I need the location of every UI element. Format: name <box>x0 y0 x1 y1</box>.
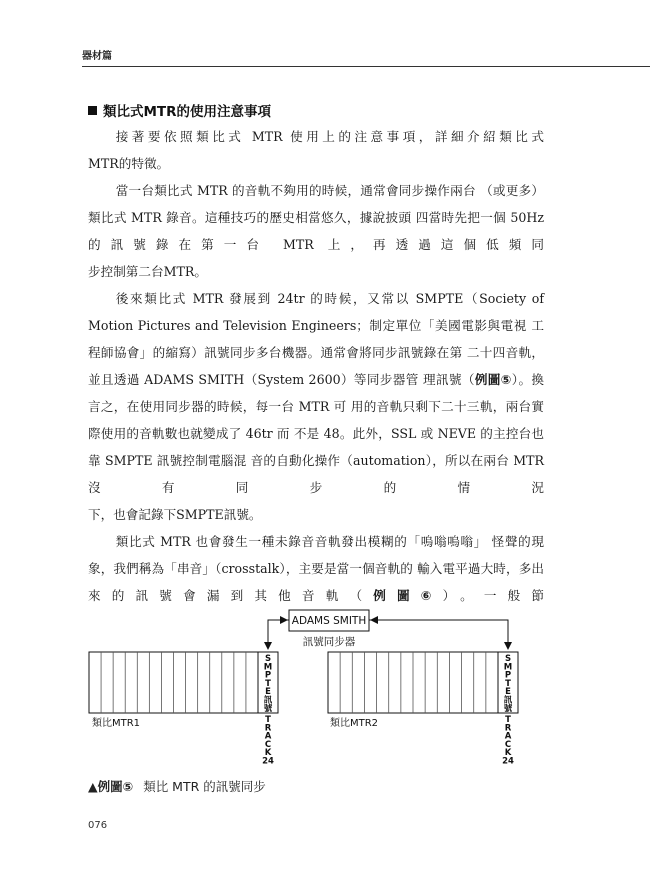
vertical-char: M <box>503 662 513 673</box>
p3-line-3: 工程師協會」的縮寫）訊號同步多台機器。通常會將同步訊號錄在第 <box>88 318 544 360</box>
p3-line-6: 用的音軌只剩下二十三軌，兩台實際使用的音軌數也就變成了 46tr 而 <box>88 399 544 441</box>
p3-line-7: 不是 48。此外，SSL 或 NEVE 的主控台也靠 SMPTE 訊號控制電腦混 <box>88 426 544 468</box>
p4-line-2: 怪聲的現象，我們稱為「串音」（crosstalk），主要是當一個音軌的 <box>88 534 544 576</box>
vertical-char: T <box>505 678 511 689</box>
vertical-char: E <box>505 687 511 698</box>
section-title-text: 類比式MTR的使用注意事項 <box>103 104 272 120</box>
sync-box-label: ADAMS SMITH <box>291 615 367 627</box>
vertical-char: C <box>264 739 272 750</box>
mtr2-track24-label <box>502 715 514 767</box>
p4-line-1: 類比式 MTR 也會發生一種未錄音音軌發出模糊的「嗚嗡嗚嗡」 <box>115 534 487 549</box>
p3-line-8: 音的自動化操作（automation），所以在兩台 MTR 沒有同步的情況 <box>88 453 544 495</box>
p3-line-5-post: ）。換言之，在使用同步器的時候，每一台 MTR 可 <box>88 372 544 414</box>
p2-last: 步控制第二台MTR。 <box>88 264 207 279</box>
mtr1-track24-label <box>262 715 274 767</box>
caption-tag: ▲例圖⑤ <box>88 779 134 794</box>
p1-last: MTR的特徵。 <box>88 156 170 171</box>
p1-line-1: 接著要依照類比式 MTR 使用上的注意事項，詳細介紹類比式 <box>115 129 544 144</box>
vertical-char: T <box>505 715 511 725</box>
vertical-char: R <box>264 723 272 734</box>
vertical-char: K <box>264 748 272 759</box>
page-number: 076 <box>88 820 108 831</box>
p2-line-2: （或更多）類比式 MTR 錄音。這種技巧的歷史相當悠久，據說披頭 <box>88 183 544 225</box>
vertical-char: A <box>504 731 512 742</box>
arrow-to-mtr1 <box>268 620 289 649</box>
vertical-char: 24 <box>502 756 514 767</box>
vertical-char: 訊 <box>503 695 513 706</box>
vertical-char: S <box>264 654 272 664</box>
vertical-char: 號 <box>503 703 513 714</box>
mtr2-label: 類比MTR2 <box>330 718 379 729</box>
vertical-char: E <box>265 687 271 698</box>
vertical-char: S <box>504 654 512 664</box>
arrow-to-sync-right <box>371 620 508 630</box>
vertical-char: T <box>265 715 271 725</box>
vertical-char: M <box>263 662 273 673</box>
mtr1-label: 類比MTR1 <box>92 718 141 729</box>
vertical-char: 號 <box>263 703 273 714</box>
p4-line-3-post: ）。一般節 <box>442 588 545 603</box>
figure-caption <box>88 777 266 795</box>
figure-ref-6[interactable]: 例圖⑥ <box>373 588 443 603</box>
p2-line-3: 四當時先把一個 50Hz 的訊號錄在第一台 MTR 上，再透過這個低頻同 <box>88 210 544 252</box>
vertical-char: C <box>504 739 512 750</box>
p3-last: 下，也會記錄下SMPTE訊號。 <box>88 507 262 522</box>
arrow-to-mtr2 <box>369 620 508 649</box>
vertical-char: P <box>264 670 272 681</box>
figure-ref-5[interactable]: 例圖⑤ <box>474 372 512 387</box>
vertical-char: R <box>504 723 512 734</box>
p3-line-4: 二十四音軌，並且透過 ADAMS SMITH（System 2600）等同步器管 <box>88 345 545 387</box>
vertical-char: 24 <box>262 756 274 767</box>
sync-label: 訊號同步器 <box>302 636 356 648</box>
p2-line-1: 當一台類比式 MTR 的音軌不夠用的時候，通常會同步操作兩台 <box>115 183 476 198</box>
vertical-char: A <box>264 731 272 742</box>
vertical-char: 訊 <box>263 695 273 706</box>
p3-line-2: Motion Pictures and Television Engineers；制定單位「美國電影與電視 <box>88 318 527 333</box>
p4-line-3-pre: 輸入電平過大時，多出來的訊號會漏到其他音軌（ <box>88 561 544 603</box>
p3-line-1: 後來類比式 MTR 發展到 24tr 的時候，又常以 SMPTE（Society of <box>115 291 544 306</box>
vertical-char: T <box>265 678 271 689</box>
caption-text: 類比 MTR 的訊號同步 <box>143 779 266 794</box>
p3-line-5-pre: 理訊號（ <box>423 372 475 387</box>
running-header: 器材篇 <box>82 51 112 62</box>
vertical-char: K <box>504 748 512 759</box>
vertical-char: P <box>504 670 512 681</box>
arrow-to-sync-left <box>268 620 287 630</box>
